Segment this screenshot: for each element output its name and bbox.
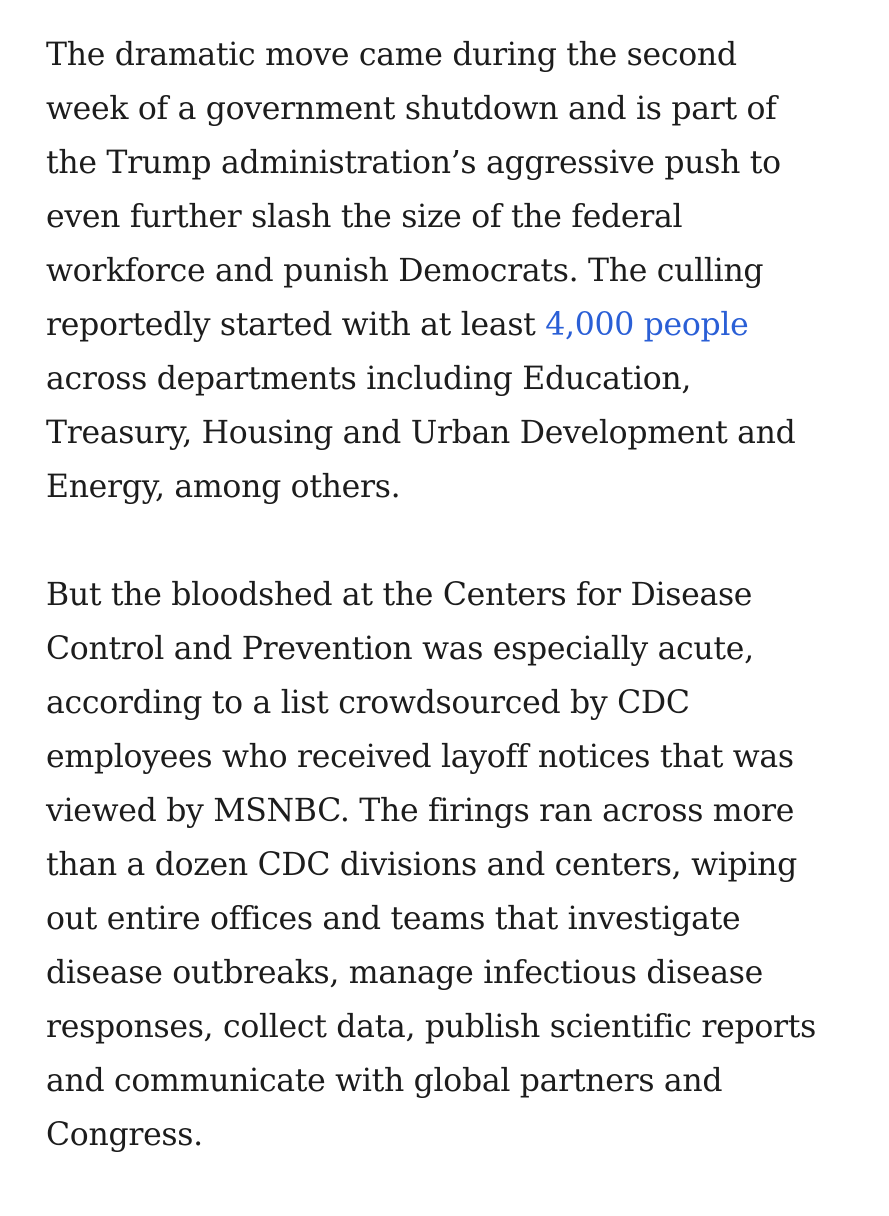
text-line: workforce and punish Democrats. The culling (46, 253, 764, 289)
text-line: Energy, among others. (46, 469, 401, 505)
text-line: Treasury, Housing and Urban Development and (46, 415, 796, 451)
text-line: across departments including Education, (46, 361, 692, 397)
text-line: and communicate with global partners and (46, 1063, 723, 1099)
text-line: disease outbreaks, manage infectious disease (46, 955, 763, 991)
text-line: Control and Prevention was especially acute, (46, 631, 754, 667)
text-line: responses, collect data, publish scientific reports (46, 1009, 816, 1045)
text-line: Congress. (46, 1117, 203, 1153)
4000-people-link[interactable]: 4,000 people (545, 307, 749, 343)
paragraph-2 (46, 568, 846, 1162)
text-line: the Trump administration’s aggressive push to (46, 145, 781, 181)
article-body (46, 28, 846, 1216)
text-line-with-link (46, 298, 846, 352)
text-line: The dramatic move came during the second (46, 37, 737, 73)
text-line: viewed by MSNBC. The firings ran across more (46, 793, 795, 829)
text-line: employees who received layoff notices that was (46, 739, 794, 775)
text-line: than a dozen CDC divisions and centers, wiping (46, 847, 798, 883)
text-line: But the bloodshed at the Centers for Disease (46, 577, 753, 613)
text-line: week of a government shutdown and is part of (46, 91, 777, 127)
text-segment: reportedly started with at least (46, 307, 546, 343)
text-line: out entire offices and teams that investigate (46, 901, 741, 937)
text-line: even further slash the size of the federal (46, 199, 683, 235)
paragraph-1 (46, 28, 846, 514)
text-line: according to a list crowdsourced by CDC (46, 685, 690, 721)
